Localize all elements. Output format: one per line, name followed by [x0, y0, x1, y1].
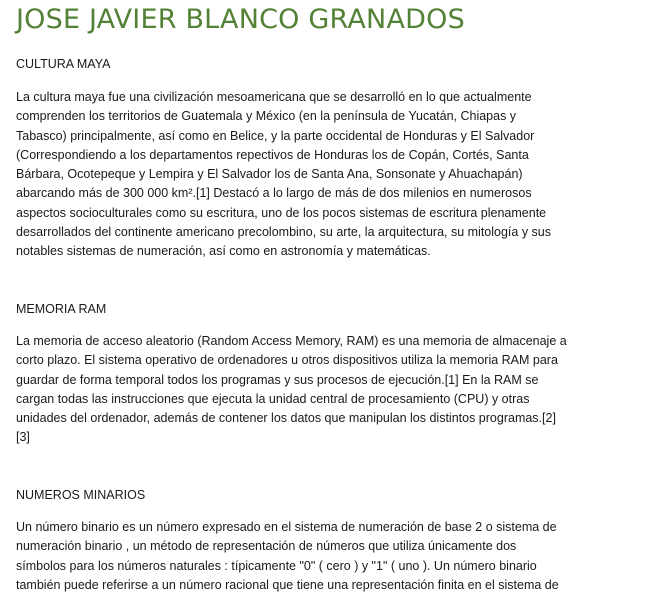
section-heading-numeros-minarios: NUMEROS MINARIOS — [16, 488, 146, 502]
paragraph-line: La cultura maya fue una civilización mesoamericana que se desarrolló en lo que actualmente — [16, 90, 532, 104]
paragraph-line: símbolos para los números naturales : típicamente "0" ( cero ) y "1" ( uno ). Un número binario — [16, 558, 537, 573]
paragraph-line: aspectos socioculturales como su escritura, uno de los pocos sistemas de escritura plenamente — [16, 205, 547, 220]
paragraph-memoria-ram — [16, 332, 642, 448]
paragraph-line: numeración binario , un método de representación de números que utiliza únicamente dos — [16, 539, 517, 554]
section-heading-cultura-maya: CULTURA MAYA — [16, 57, 111, 71]
paragraph-line: abarcando más de 300 000 km².[1] Destacó a lo largo de más de dos milenios en numerosos — [16, 186, 532, 201]
paragraph-line: Tabasco) principalmente, así como en Belice, y la parte occidental de Honduras y El Salvador — [16, 128, 535, 143]
paragraph-line: corto plazo. El sistema operativo de ordenadores u otros dispositivos utiliza la memoria RAM para — [16, 353, 558, 368]
paragraph-numeros-binarios — [16, 518, 642, 595]
paragraph-line: (Correspondiendo a los departamentos repectivos de Honduras los de Copán, Cortés, Santa — [16, 147, 529, 162]
paragraph-line: desarrollados del continente americano precolombino, su arte, la arquitectura, su mitología y sus — [16, 225, 552, 240]
paragraph-line: Bárbara, Ocotepeque y Lempira y El Salvador los de Santa Ana, Sonsonate y Ahuachapán) — [16, 167, 523, 182]
paragraph-line: notables sistemas de numeración, así como en astronomía y matemáticas. — [16, 244, 431, 259]
paragraph-line: Un número binario es un número expresado en el sistema de numeración de base 2 o sistema de — [16, 520, 557, 534]
paragraph-cultura-maya — [16, 88, 642, 262]
document-title: JOSE JAVIER BLANCO GRANADOS — [16, 4, 465, 35]
paragraph-line: también puede referirse a un número racional que tiene una representación finita en el sistema de — [16, 577, 559, 592]
paragraph-line: cargan todas las instrucciones que ejecuta la unidad central de procesamiento (CPU) y otras — [16, 391, 530, 406]
paragraph-line: [3] — [16, 430, 30, 445]
paragraph-line: comprenden los territorios de Guatemala y México (en la península de Yucatán, Chiapas y — [16, 109, 517, 124]
section-heading-memoria-ram: MEMORIA RAM — [16, 302, 107, 316]
paragraph-line: guardar de forma temporal todos los programas y sus procesos de ejecución.[1] En la RAM se — [16, 372, 539, 387]
paragraph-line: unidades del ordenador, además de contener los datos que manipulan los distintos programas.[2] — [16, 411, 556, 426]
paragraph-line: La memoria de acceso aleatorio (Random Access Memory, RAM) es una memoria de almacenaje a — [16, 334, 567, 348]
